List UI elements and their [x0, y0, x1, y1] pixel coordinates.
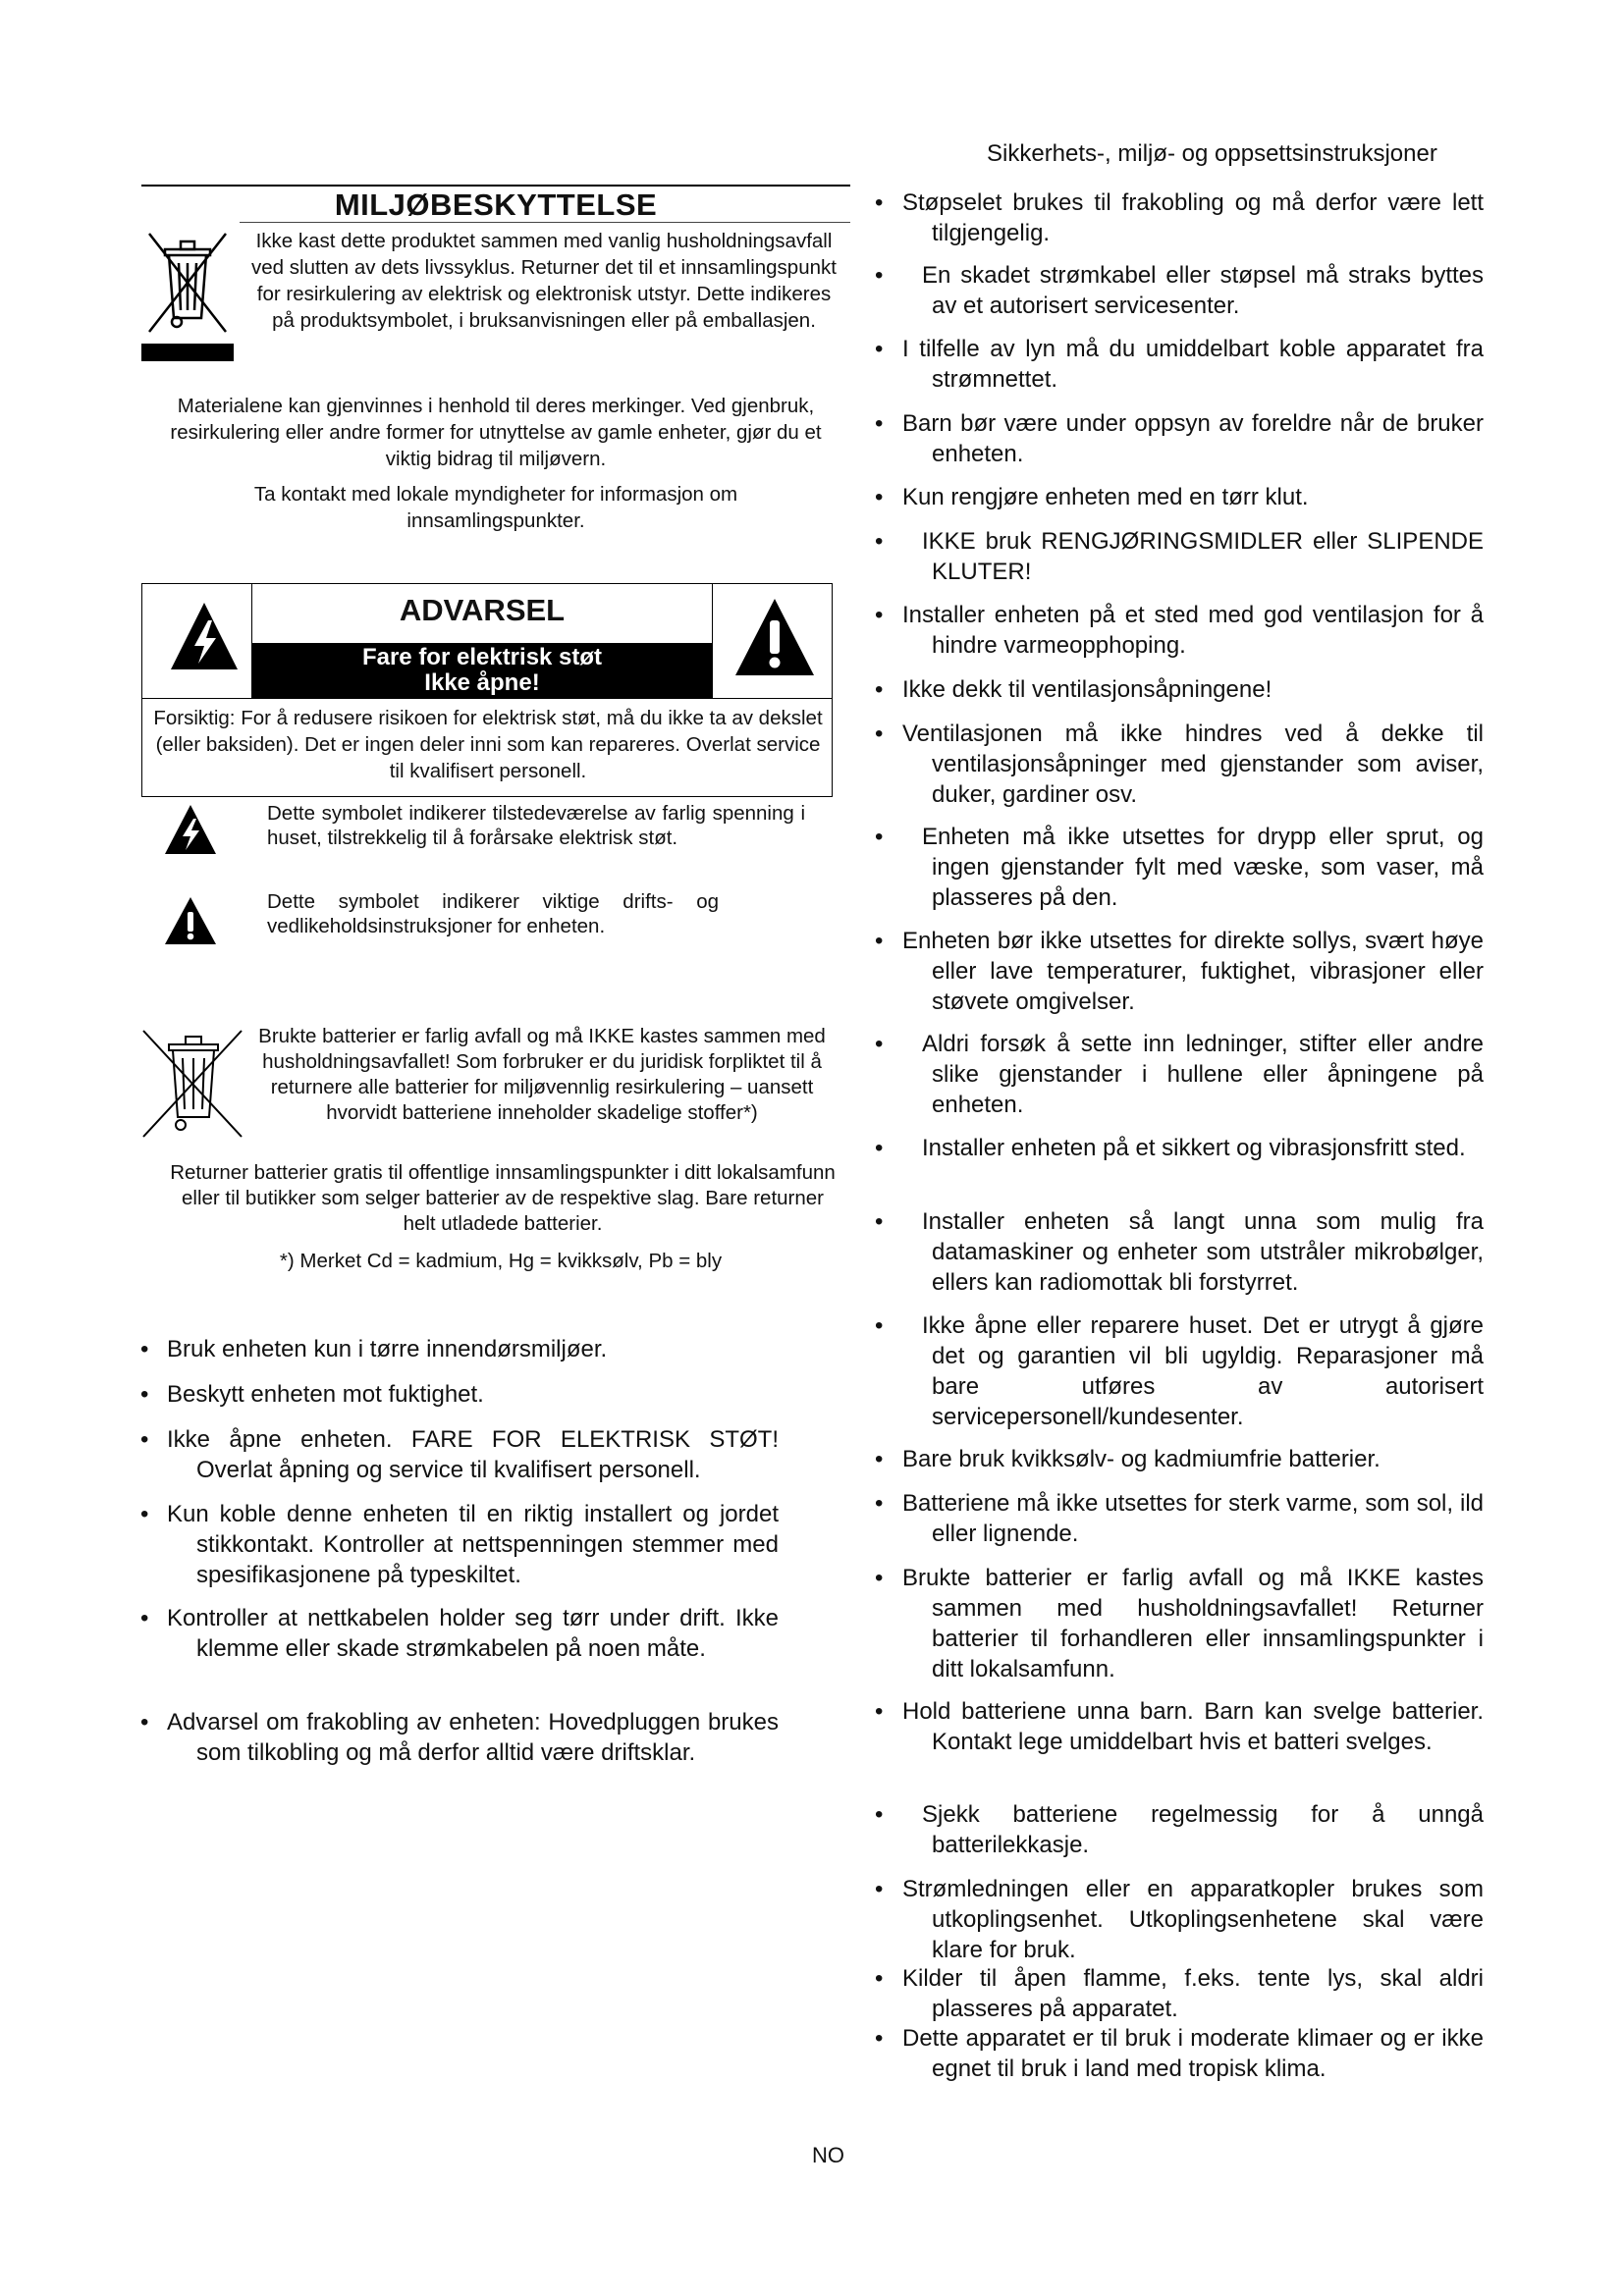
list-item-text: Hold batteriene unna barn. Barn kan svelge batterier. Kontakt lege umiddelbart hvis et batteri svelges. [902, 1698, 1484, 1755]
list-item-text: Batteriene må ikke utsettes for sterk varme, som sol, ild eller lignende. [902, 1490, 1484, 1547]
section-title: Sikkerhets-, miljø- og oppsettsinstruksjoner [987, 140, 1437, 167]
bullet: • [875, 1031, 884, 1057]
list-item-text: Ikke åpne enheten. FARE FOR ELEKTRISK STØT! Overlat åpning og service til kvalifisert personell. [167, 1426, 779, 1483]
list-item [875, 187, 1484, 248]
list-item [875, 1963, 1484, 2024]
instructions-symbol-description: Dette symbolet indikerer viktige drifts- og vedlikeholdsinstruksjoner for enheten. [267, 890, 719, 937]
list-item-text: Støpselet brukes til frakobling og må derfor være lett tilgjengelig. [902, 189, 1484, 246]
battery-paragraph-2: Returner batterier gratis til offentlige innsamlingspunkter i ditt lokalsamfunn eller til butikker som selger batterier av de respektive slag. Bare returner helt utladede batterier. [170, 1161, 836, 1235]
bullet: • [140, 1501, 149, 1527]
list-item [875, 1488, 1484, 1549]
list-item [875, 674, 1484, 705]
voltage-symbol-description: Dette symbolet indikerer tilstedeværelse av farlig spenning i huset, tilstrekkelig til å forårsake elektrisk støt. [267, 802, 805, 849]
bullet: • [875, 1965, 884, 1992]
page-language-label: NO [812, 2143, 844, 2167]
warning-caution-text: Forsiktig: For å redusere risikoen for elektrisk støt, må du ikke ta av dekslet (eller baksiden). Det er ingen deler inni som kan repareres. Overlat service til kvalifisert personell. [153, 707, 823, 782]
list-item-text: Ikke dekk til ventilasjonsåpningene! [902, 676, 1272, 703]
bullet: • [875, 1490, 884, 1517]
list-item [875, 1696, 1484, 1757]
list-item-text: Barn bør være under oppsyn av foreldre når de bruker enheten. [902, 410, 1484, 467]
list-item [875, 1444, 1484, 1474]
title-underline [240, 222, 850, 223]
list-item [875, 1874, 1484, 1965]
bullet: • [875, 1135, 884, 1161]
warning-subtitle-line-1: Fare for elektrisk støt [361, 644, 603, 670]
battery-crossed-bin-icon [139, 1023, 245, 1145]
list-item [875, 408, 1484, 469]
list-item [140, 1424, 779, 1485]
weee-crossed-bin-icon [141, 228, 234, 363]
list-item [875, 1029, 1484, 1120]
list-item-text: Bare bruk kvikksølv- og kadmiumfrie batterier. [902, 1446, 1380, 1472]
list-item-text: Beskytt enheten mot fuktighet. [167, 1381, 484, 1408]
list-item-text: Kontroller at nettkabelen holder seg tørr under drift. Ikke klemme eller skade strømkabelen på noen måte. [167, 1605, 779, 1662]
bullet: • [875, 262, 884, 289]
list-item [875, 600, 1484, 661]
list-item [875, 822, 1484, 913]
list-item-text: Ventilasjonen må ikke hindres ved å dekke til ventilasjonsåpninger med gjenstander som aviser, duker, gardiner osv. [902, 721, 1484, 808]
list-item-text: Advarsel om frakobling av enheten: Hovedpluggen brukes som tilkobling og må derfor alltid være driftsklar. [167, 1709, 779, 1766]
electric-shock-triangle-icon [169, 601, 240, 671]
electric-shock-symbol-icon [163, 803, 218, 856]
list-item-text: Strømledningen eller en apparatkopler brukes som utkoplingsenhet. Utkoplingsenhetene skal være klare for bruk. [902, 1876, 1484, 1963]
bullet: • [140, 1605, 149, 1631]
bullet: • [875, 602, 884, 628]
bullet: • [875, 1876, 884, 1902]
list-item-text: Brukte batterier er farlig avfall og må IKKE kastes sammen med husholdningsavfallet! Returner batterier til forhandleren eller innsamlingspunkter i ditt lokalsamfunn. [902, 1565, 1484, 1682]
list-item [875, 482, 1484, 512]
bullet: • [875, 1208, 884, 1235]
list-item [875, 2023, 1484, 2084]
bullet: • [875, 528, 884, 555]
list-item-text: Enheten må ikke utsettes for drypp eller sprut, og ingen gjenstander fylt med væske, som vaser, må plasseres på den. [922, 824, 1484, 911]
list-item-text: IKKE bruk RENGJØRINGSMIDLER eller SLIPENDE KLUTER! [922, 528, 1484, 585]
bullet: • [875, 721, 884, 747]
list-item [875, 1133, 1484, 1163]
exclamation-triangle-icon [733, 597, 816, 677]
list-item [875, 1563, 1484, 1684]
bullet: • [875, 484, 884, 510]
list-item [140, 1707, 779, 1768]
environment-paragraph-2: Materialene kan gjenvinnes i henhold til deres merkinger. Ved gjenbruk, resirkulering eller andre former for utnyttelse av gamle enheter, gjør du et viktig bidrag til miljøvern. [170, 395, 822, 470]
bullet: • [875, 410, 884, 437]
bullet: • [875, 1312, 884, 1339]
bullet: • [875, 189, 884, 216]
bullet: • [140, 1336, 149, 1362]
list-item-text: Kun rengjøre enheten med en tørr klut. [902, 484, 1309, 510]
list-item [875, 526, 1484, 587]
exclamation-symbol-icon [163, 895, 218, 946]
battery-paragraph-1: Brukte batterier er farlig avfall og må IKKE kastes sammen med husholdningsavfallet! Som forbruker er du juridisk forpliktet til å returnere alle batterier for miljøvennlig resirkulering – uansett hvorvidt batteriene inneholder skadelige stoffer*) [258, 1025, 826, 1124]
bullet: • [140, 1426, 149, 1453]
bullet: • [875, 928, 884, 954]
bullet: • [875, 2025, 884, 2052]
list-item [140, 1334, 779, 1364]
warning-heading: ADVARSEL [399, 593, 566, 627]
bullet: • [140, 1709, 149, 1735]
list-item-text: En skadet strømkabel eller støpsel må straks byttes av et autorisert servicesenter. [922, 262, 1484, 319]
bullet: • [875, 676, 884, 703]
battery-footnote: *) Merket Cd = kadmium, Hg = kvikksølv, Pb = bly [279, 1250, 723, 1272]
list-item [875, 1206, 1484, 1298]
environment-paragraph-1: Ikke kast dette produktet sammen med vanlig husholdningsavfall ved slutten av dets livssyklus. Returner det til et innsamlingspunkt for resirkulering av elektrisk og elektronisk utstyr. Dette indikeres på produktsymbolet, i bruksanvisningen eller på emballasjen. [251, 230, 837, 332]
list-item-text: Enheten bør ikke utsettes for direkte sollys, svært høye eller lave temperaturer, fuktighet, vibrasjoner eller støvete omgivelser. [902, 928, 1484, 1015]
list-item [140, 1603, 779, 1664]
bullet: • [875, 1698, 884, 1725]
list-item [875, 260, 1484, 321]
list-item-text: Installer enheten så langt unna som mulig fra datamaskiner og enheter som utstråler mikrobølger, ellers kan radiomottak bli forstyrret. [922, 1208, 1484, 1296]
list-item-text: Ikke åpne eller reparere huset. Det er utrygt å gjøre det og garantien vil bli ugyldig. Reparasjoner må bare utføres av autorisert servicepersonell/kundesenter. [922, 1312, 1484, 1430]
list-item-text: Bruk enheten kun i tørre innendørsmiljøer. [167, 1336, 608, 1362]
list-item [140, 1379, 779, 1410]
bullet: • [875, 1801, 884, 1828]
list-item-text: Installer enheten på et sted med god ventilasjon for å hindre varmeopphoping. [902, 602, 1484, 659]
list-item-text: Dette apparatet er til bruk i moderate klimaer og er ikke egnet til bruk i land med tropisk klima. [902, 2025, 1484, 2082]
bullet: • [875, 1446, 884, 1472]
list-item-text: I tilfelle av lyn må du umiddelbart koble apparatet fra strømnettet. [902, 336, 1484, 393]
warning-subtitle-line-2: Ikke åpne! [424, 669, 540, 696]
list-item [875, 1310, 1484, 1432]
list-item [140, 1499, 779, 1590]
bullet: • [875, 336, 884, 362]
list-item-text: Kun koble denne enheten til en riktig installert og jordet stikkontakt. Kontroller at nettspenningen stemmer med spesifikasjonene på typeskiltet. [167, 1501, 779, 1588]
list-item [875, 334, 1484, 395]
list-item-text: Sjekk batteriene regelmessig for å unngå batterilekkasje. [922, 1801, 1484, 1858]
list-item-text: Kilder til åpen flamme, f.eks. tente lys, skal aldri plasseres på apparatet. [902, 1965, 1484, 2022]
bullet: • [875, 824, 884, 850]
list-item [875, 719, 1484, 810]
list-item-text: Installer enheten på et sikkert og vibrasjonsfritt sted. [922, 1135, 1466, 1161]
warning-banner [252, 643, 712, 699]
bullet: • [875, 1565, 884, 1591]
list-item [875, 1799, 1484, 1860]
bullet: • [140, 1381, 149, 1408]
list-item-text: Aldri forsøk å sette inn ledninger, stifter eller andre slike gjenstander i hullene eller åpningene på enheten. [922, 1031, 1484, 1118]
environment-heading: MILJØBESKYTTELSE [334, 187, 658, 222]
list-item [875, 926, 1484, 1017]
environment-paragraph-3: Ta kontakt med lokale myndigheter for informasjon om innsamlingspunkter. [253, 483, 738, 532]
